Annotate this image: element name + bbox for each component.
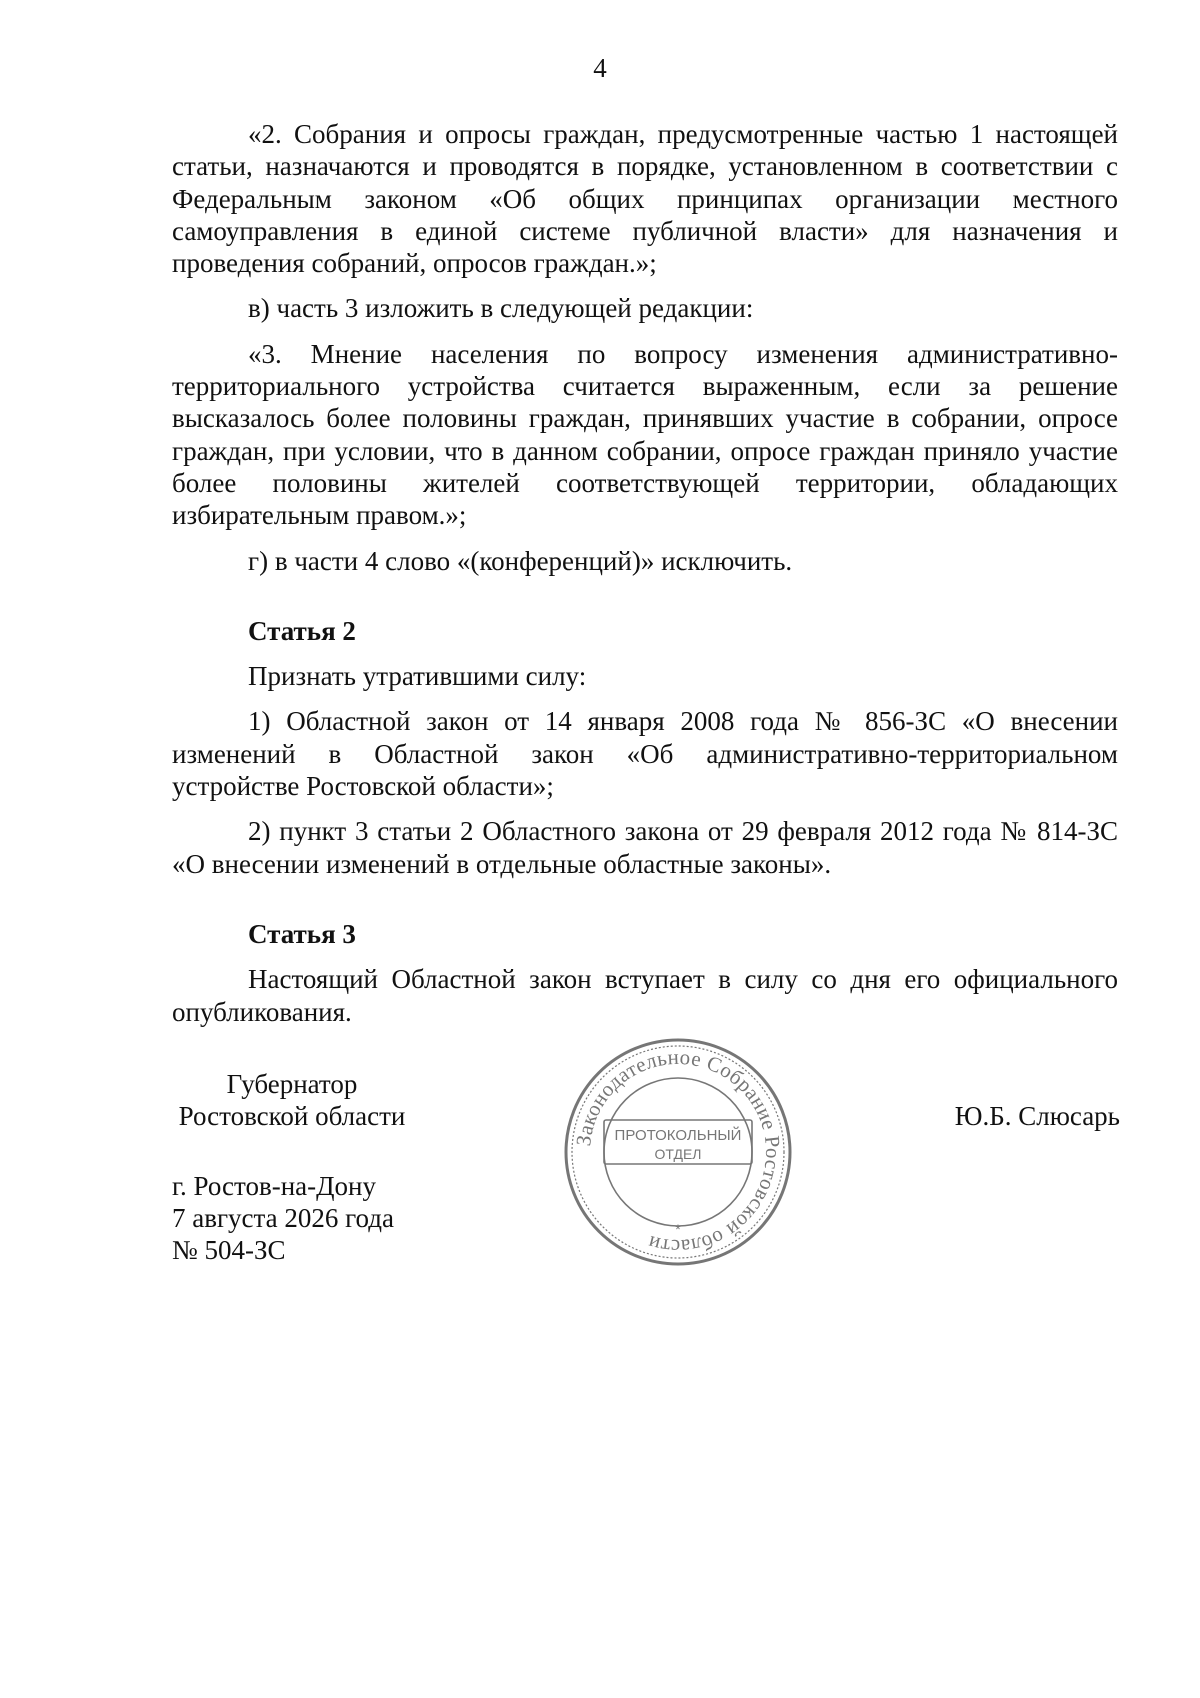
seal-star-icon: * (675, 1221, 681, 1237)
article-2-item-1: 1) Областной закон от 14 января 2008 года № 856-ЗС «О внесении изменений в Областной закон «Об административно-территориальном устройстве Ростовской области»; (172, 706, 1118, 802)
article-2-intro: Признать утратившими силу: (248, 661, 587, 692)
paragraph-part3-text: «3. Мнение населения по вопросу изменения административно-территориального устройства считается выраженным, если за решение высказалось более половины граждан, принявших участие в собрании, опросе граждан, при условии, что в данном собрании, опросе граждан приняло участие более половины жителей соответствующей территории, обладающих избирательным правом.»; (172, 338, 1118, 531)
signatory-title (160, 1068, 424, 1132)
document-body (172, 118, 1118, 1028)
place-date-block (172, 1170, 394, 1266)
paragraph-item-g: г) в части 4 слово «(конференций)» исключить. (248, 545, 793, 576)
signatory-name: Ю.Б. Слюсарь (954, 1101, 1120, 1131)
seal-center-line1: ПРОТОКОЛЬНЫЙ (614, 1127, 742, 1144)
paragraph-item-v: в) часть 3 изложить в следующей редакции: (248, 293, 754, 324)
article-3-heading: Статья 3 (248, 918, 356, 949)
signatory-title-line2: Ростовской области (178, 1101, 406, 1131)
date: 7 августа 2026 года (172, 1203, 394, 1233)
law-number: № 504-ЗС (172, 1235, 286, 1265)
seal-center-line2: ОТДЕЛ (654, 1146, 702, 1162)
article-3-text: Настоящий Областной закон вступает в силу со дня его официального опубликования. (172, 964, 1118, 1027)
seal-outer-text: Законодательное Собрание Ростовской области (571, 1044, 786, 1260)
article-2-item-2: 2) пункт 3 статьи 2 Областного закона от 29 февраля 2012 года № 814-ЗС «О внесении изменений в отдельные областные законы». (172, 816, 1118, 879)
page-number: 4 (593, 53, 607, 83)
signatory-title-line1: Губернатор (226, 1069, 358, 1099)
article-2-heading: Статья 2 (248, 615, 356, 646)
paragraph-part2-text: «2. Собрания и опросы граждан, предусмотренные частью 1 настоящей статьи, назначаются и проводятся в порядке, установленном в соответствии с Федеральным законом «Об общих принципах организации местного самоуправления в единой системе публичной власти» для назначения и проведения собраний, опросов граждан.»; (172, 119, 1118, 279)
official-seal (562, 1036, 794, 1268)
city: г. Ростов-на-Дону (172, 1171, 377, 1201)
seal-stamp-graphic (562, 1036, 794, 1268)
